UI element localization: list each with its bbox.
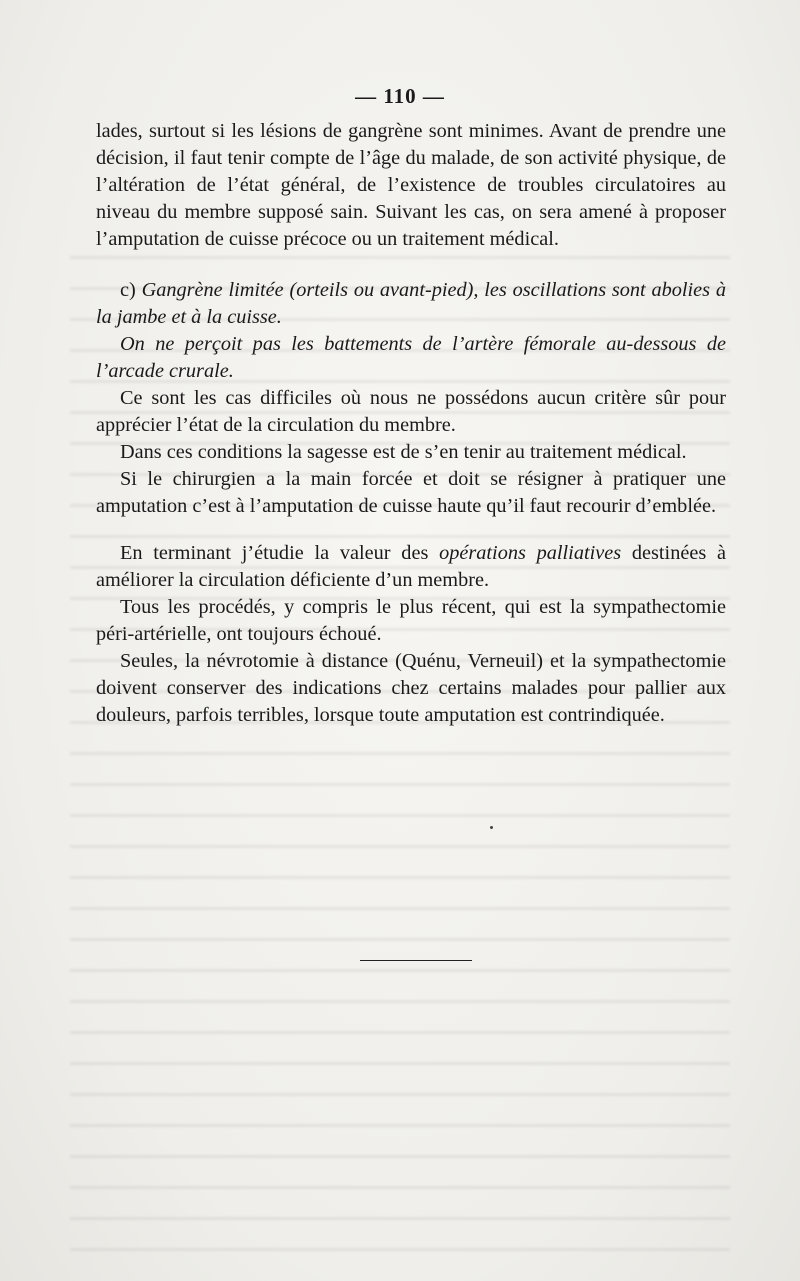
- paragraph: [96, 118, 726, 253]
- section-rule: [360, 960, 472, 961]
- italic-text: opérations palliatives: [439, 542, 622, 564]
- paragraph: [96, 277, 726, 331]
- paragraph: [96, 331, 726, 385]
- text-run: Dans ces conditions la sagesse est de s’en tenir au traitement médical.: [120, 441, 687, 463]
- paragraph: [96, 594, 726, 648]
- page-number: — 110 —: [355, 84, 445, 108]
- text-run: Ce sont les cas difficiles où nous ne possédons aucun critère sûr pour apprécier l’état de la circulation du membre.: [96, 387, 726, 436]
- paragraph: [96, 540, 726, 594]
- text-run: destinées à améliorer la circulation déficiente d’un membre.: [96, 542, 726, 591]
- paragraph: [96, 648, 726, 729]
- text-run: En terminant j’étudie la valeur des: [120, 542, 440, 564]
- paragraph: [96, 466, 726, 520]
- text-run: c): [120, 279, 142, 301]
- paragraph: [96, 439, 726, 466]
- paragraph: [96, 385, 726, 439]
- ink-speck: [490, 826, 493, 829]
- italic-text: On ne perçoit pas les battements de l’artère fémorale au-dessous de l’arcade crurale.: [96, 333, 726, 382]
- text-run: Seules, la névrotomie à distance (Quénu, Verneuil) et la sympathectomie doivent conserver des indications chez certains malades pour pallier aux douleurs, parfois terribles, lorsque toute amputation est contrindiquée.: [96, 650, 726, 726]
- text-run: lades, surtout si les lésions de gangrène sont minimes. Avant de prendre une décision, il faut tenir compte de l’âge du malade, de son activité physique, de l’altération de l’état général, de l’existence de troubles circulatoires au niveau du membre supposé sain. Suivant les cas, on sera amené à proposer l’amputation de cuisse précoce ou un traitement médical.: [96, 120, 726, 250]
- text-run: Tous les procédés, y compris le plus récent, qui est la sympathectomie péri-artérielle, ont toujours échoué.: [96, 596, 726, 645]
- body-text: [96, 118, 726, 729]
- text-run: Si le chirurgien a la main forcée et doit se résigner à pratiquer une amputation c’est à l’amputation de cuisse haute qu’il faut recourir d’emblée.: [96, 468, 726, 517]
- italic-text: Gangrène limitée (orteils ou avant-pied), les oscillations sont abolies à la jambe et à la cuisse.: [96, 279, 727, 328]
